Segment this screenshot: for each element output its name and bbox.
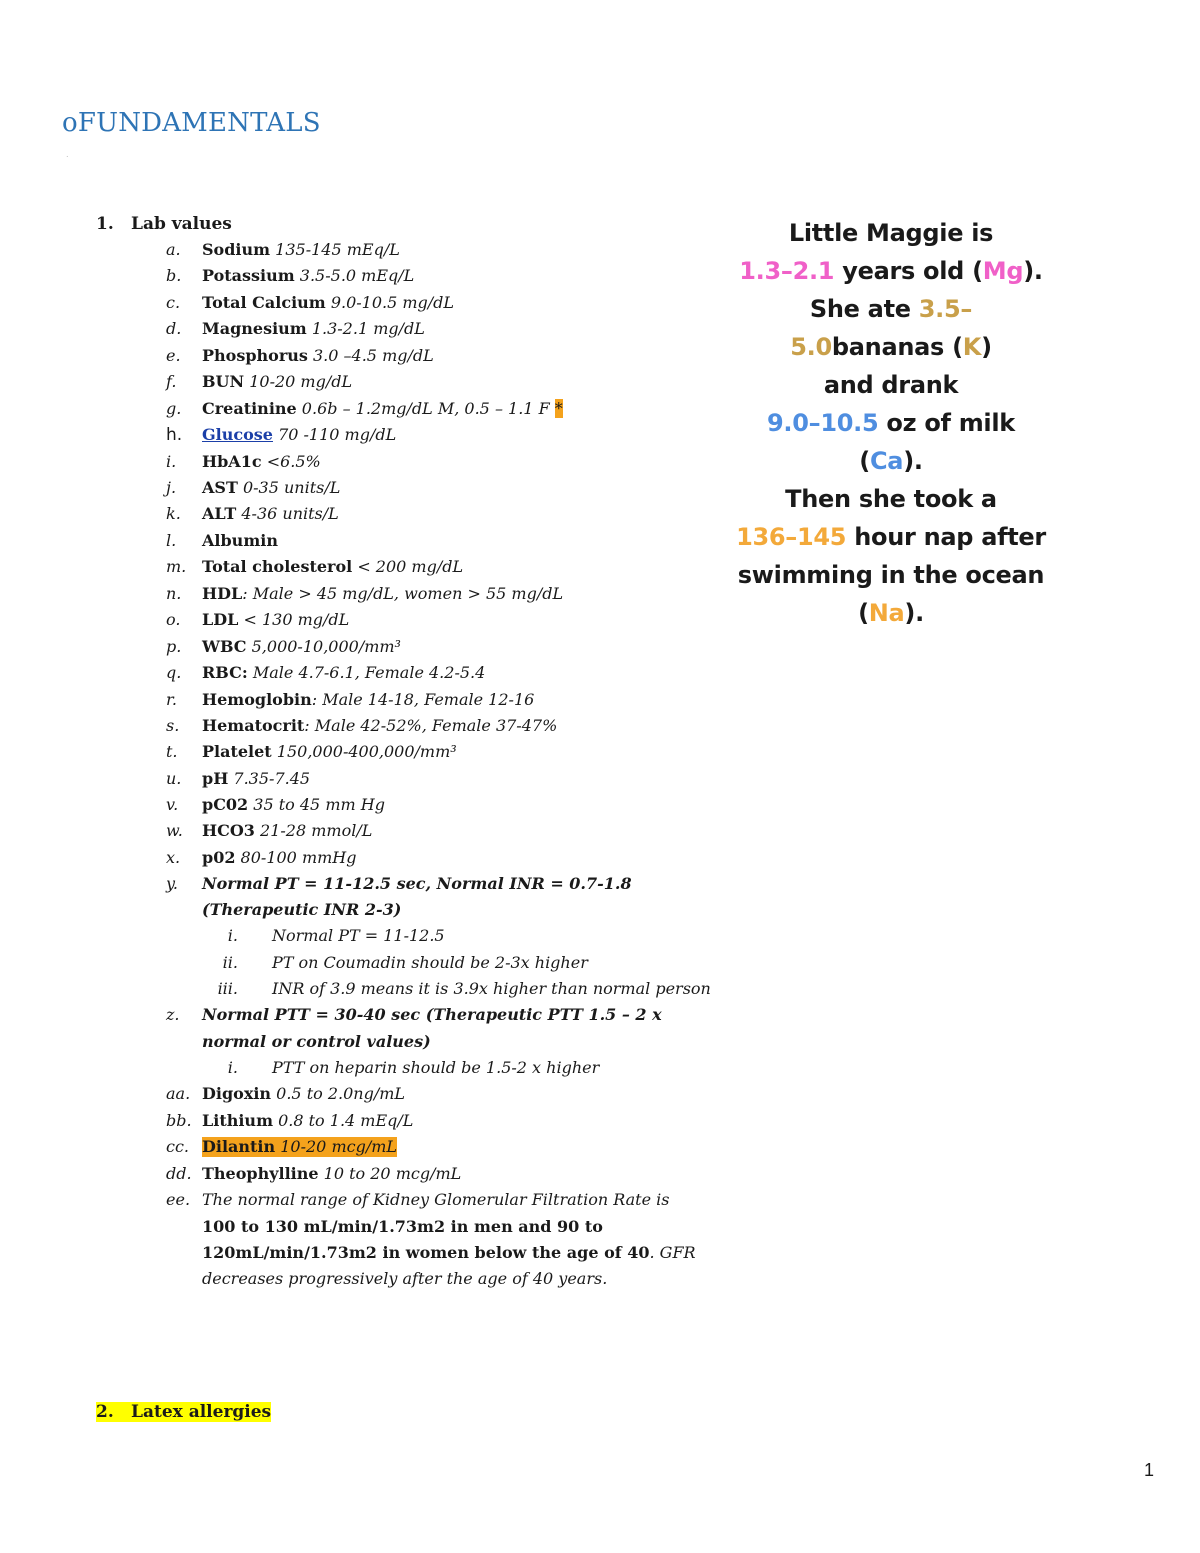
- list-marker: q.: [166, 663, 182, 682]
- list-item-text: [272, 953, 588, 973]
- mnemonic-line: Then she took a: [785, 485, 997, 513]
- lab-value: 10-20 mcg/mL: [280, 1137, 398, 1156]
- lab-value: 0.5 to 2.0ng/mL: [276, 1084, 406, 1103]
- mnemonic-number: 9.0–10.5: [767, 409, 879, 437]
- lab-name: Dilantin: [202, 1137, 276, 1156]
- lab-value: 3.5-5.0 mEq/L: [299, 266, 415, 285]
- list-marker: r.: [166, 690, 177, 709]
- mnemonic-line: [736, 252, 1046, 290]
- lab-name: Hemoglobin: [202, 690, 312, 709]
- mnemonic-text: bananas (: [831, 333, 963, 361]
- list-item-text: [202, 1269, 607, 1289]
- lab-name: pC02: [202, 795, 249, 814]
- lab-name: Lithium: [202, 1111, 273, 1130]
- mnemonic-symbol: Mg: [982, 257, 1024, 285]
- gfr-line-2: 100 to 130 mL/min/1.73m2 in men and 90 to: [202, 1217, 603, 1236]
- list-marker: x.: [166, 848, 181, 867]
- section-label: Latex allergies: [131, 1402, 272, 1422]
- list-marker: s.: [166, 716, 180, 735]
- list-item-text: [202, 848, 356, 868]
- lab-value: Male 4.7-6.1, Female 4.2-5.4: [252, 663, 486, 682]
- lab-value: 21-28 mmol/L: [260, 821, 373, 840]
- lab-value: 10-20 mg/dL: [249, 372, 353, 391]
- lab-name: p02: [202, 848, 236, 867]
- lab-name: BUN: [202, 372, 245, 391]
- list-marker: i.: [166, 452, 177, 471]
- list-marker: iii.: [217, 979, 238, 998]
- lab-name: HCO3: [202, 821, 255, 840]
- list-marker: w.: [166, 821, 183, 840]
- sub-item-text: PTT on heparin should be 1.5-2 x higher: [272, 1058, 600, 1077]
- list-item-text: [202, 425, 396, 445]
- list-item-text: [202, 531, 278, 551]
- list-item-text: [202, 1217, 603, 1237]
- mnemonic-symbol: Na: [868, 599, 905, 627]
- list-item-text: [202, 874, 632, 894]
- lab-name: Potassium: [202, 266, 295, 285]
- lab-name: Platelet: [202, 742, 272, 761]
- sub-item-text: PT on Coumadin should be 2-3x higher: [272, 953, 588, 972]
- list-item-text: [202, 1111, 413, 1131]
- list-item-text: [202, 1164, 461, 1184]
- pt-inr-line-1: Normal PT = 11-12.5 sec, Normal INR = 0.7-1.8: [202, 874, 632, 893]
- list-marker: y.: [166, 874, 178, 893]
- lab-name: Theophylline: [202, 1164, 319, 1183]
- list-item-text: [202, 1032, 431, 1052]
- list-item-text: [202, 319, 425, 339]
- list-marker: n.: [166, 584, 182, 603]
- mnemonic-text: oz of milk (: [859, 409, 1015, 475]
- list-item-text: [202, 452, 321, 472]
- list-marker: p.: [166, 637, 182, 656]
- lab-name: Total cholesterol: [202, 557, 353, 576]
- mnemonic-number: 136–145: [736, 523, 847, 551]
- list-item-text: [202, 900, 401, 920]
- list-item-text: [202, 716, 557, 736]
- list-marker: l.: [166, 531, 177, 550]
- lab-value: 5,000-10,000/mm³: [251, 637, 401, 656]
- list-marker: i.: [227, 926, 238, 945]
- list-item-text: [202, 637, 401, 657]
- list-item-text: [202, 821, 372, 841]
- mnemonic-line: and drank: [823, 371, 959, 399]
- list-item-text: [272, 979, 711, 999]
- list-item-text: [202, 795, 385, 815]
- list-item-text: [202, 478, 340, 498]
- list-marker: c.: [166, 293, 181, 312]
- electrolyte-mnemonic-image: [736, 214, 1046, 632]
- lab-name: Phosphorus: [202, 346, 308, 365]
- mnemonic-text: swimming in the ocean (: [737, 561, 1045, 627]
- section-heading-latex-allergies: [96, 1402, 271, 1422]
- sub-item-text: Normal PT = 11-12.5: [272, 926, 445, 945]
- lab-value: : Male > 45 mg/dL, women > 55 mg/dL: [242, 584, 564, 603]
- gfr-line-3-tail: . GFR: [649, 1243, 696, 1262]
- mnemonic-symbol: Ca: [869, 447, 904, 475]
- mnemonic-number: 3.5–5.0: [790, 295, 973, 361]
- lab-name: Total Calcium: [202, 293, 326, 312]
- pt-inr-line-2: (Therapeutic INR 2-3): [202, 900, 402, 919]
- lab-value: 0-35 units/L: [242, 478, 341, 497]
- lab-name: LDL: [202, 610, 239, 629]
- mnemonic-text: years old (: [834, 257, 983, 285]
- lab-name: Magnesium: [202, 319, 307, 338]
- lab-value: 70 -110 mg/dL: [278, 425, 397, 444]
- mnemonic-text: hour nap after: [846, 523, 1046, 551]
- list-marker: bb.: [166, 1111, 192, 1130]
- lab-name: HbA1c: [202, 452, 262, 471]
- gfr-line-1: The normal range of Kidney Glomerular Filtration Rate is: [202, 1190, 670, 1209]
- mnemonic-text: She ate: [809, 295, 919, 323]
- list-marker: e.: [166, 346, 181, 365]
- lab-value: 150,000-400,000/mm³: [276, 742, 457, 761]
- ptt-line-1: Normal PTT = 30-40 sec (Therapeutic PTT 1.5 – 2 x: [202, 1005, 662, 1024]
- mnemonic-text: ): [981, 333, 992, 361]
- lab-name: HDL: [202, 584, 243, 603]
- mnemonic-line: [736, 518, 1046, 556]
- list-item-text: [202, 240, 400, 260]
- list-item-text: [202, 1137, 397, 1157]
- lab-value: <6.5%: [266, 452, 321, 471]
- list-item-text: [202, 690, 534, 710]
- list-marker: a.: [166, 240, 181, 259]
- section-number: 1.: [96, 214, 114, 234]
- ptt-line-2: normal or control values): [202, 1032, 431, 1051]
- list-marker: aa.: [166, 1084, 191, 1103]
- list-item-text: [202, 346, 434, 366]
- list-marker: h.: [166, 425, 183, 445]
- section-number: 2.: [96, 1402, 131, 1422]
- lab-value: < 130 mg/dL: [243, 610, 350, 629]
- list-item-text: [202, 504, 339, 524]
- list-marker: o.: [166, 610, 181, 629]
- list-item-text: [202, 1243, 696, 1263]
- lab-name: Digoxin: [202, 1084, 272, 1103]
- lab-name: Albumin: [202, 531, 278, 550]
- list-item-text: [202, 584, 563, 604]
- lab-name: ALT: [202, 504, 237, 523]
- sub-item-text: INR of 3.9 means it is 3.9x higher than normal person: [272, 979, 711, 998]
- mnemonic-line: [736, 556, 1046, 632]
- list-item-text: [202, 293, 454, 313]
- lab-name: AST: [202, 478, 238, 497]
- mnemonic-line: Little Maggie is: [788, 219, 994, 247]
- section-label: Lab values: [131, 214, 232, 234]
- list-item-text: [202, 742, 457, 762]
- list-item-text: [272, 1058, 599, 1078]
- lab-value: 1.3-2.1 mg/dL: [311, 319, 425, 338]
- list-item-text: [272, 926, 445, 946]
- lab-value: : Male 42-52%, Female 37-47%: [304, 716, 558, 735]
- tiny-mark: .: [66, 150, 69, 159]
- mnemonic-text: ).: [904, 599, 924, 627]
- list-item-text: [202, 372, 352, 392]
- lab-name: RBC:: [202, 663, 248, 682]
- lab-value: 7.35-7.45: [233, 769, 311, 788]
- lab-value: < 200 mg/dL: [357, 557, 464, 576]
- list-marker: u.: [166, 769, 182, 788]
- list-item-text: [202, 769, 310, 789]
- lab-value: 0.8 to 1.4 mEq/L: [278, 1111, 414, 1130]
- list-marker: ii.: [222, 953, 238, 972]
- mnemonic-text: ).: [1023, 257, 1043, 285]
- lab-name: WBC: [202, 637, 247, 656]
- list-item-text: [202, 1005, 662, 1025]
- list-item-text: [202, 557, 463, 577]
- mnemonic-number: 1.3–2.1: [739, 257, 835, 285]
- page-number: 1: [1143, 1460, 1154, 1480]
- list-marker: dd.: [166, 1164, 192, 1183]
- list-marker: b.: [166, 266, 182, 285]
- lab-name: Hematocrit: [202, 716, 305, 735]
- list-marker: j.: [166, 478, 177, 497]
- lab-value: 4-36 units/L: [241, 504, 339, 523]
- glucose-link[interactable]: Glucose: [202, 425, 273, 444]
- lab-value: 9.0-10.5 mg/dL: [330, 293, 455, 312]
- lab-name: Creatinine: [202, 399, 297, 418]
- lab-value: 0.6b – 1.2mg/dL M, 0.5 – 1.1 F: [301, 399, 550, 418]
- list-item-text: [202, 610, 349, 630]
- lab-name: Sodium: [202, 240, 271, 259]
- mnemonic-symbol: K: [962, 333, 982, 361]
- list-item-text: [202, 1190, 669, 1210]
- lab-value: : Male 14-18, Female 12-16: [311, 690, 535, 709]
- list-item-text: [202, 266, 414, 286]
- lab-value: 10 to 20 mcg/mL: [323, 1164, 462, 1183]
- lab-value: 80-100 mmHg: [240, 848, 357, 867]
- list-marker: d.: [166, 319, 182, 338]
- list-marker: z.: [166, 1005, 180, 1024]
- list-item-text: [202, 399, 563, 419]
- list-marker: i.: [227, 1058, 238, 1077]
- list-item-text: [202, 1084, 405, 1104]
- list-marker: v.: [166, 795, 179, 814]
- highlight-star: *: [554, 399, 563, 418]
- gfr-line-4: decreases progressively after the age of 40 years.: [202, 1269, 608, 1288]
- document-title: oFUNDAMENTALS: [62, 108, 321, 138]
- lab-value: 35 to 45 mm Hg: [253, 795, 385, 814]
- lab-value: 135-145 mEq/L: [275, 240, 400, 259]
- list-marker: k.: [166, 504, 181, 523]
- list-marker: ee.: [166, 1190, 191, 1209]
- list-marker: g.: [166, 399, 182, 418]
- list-marker: f.: [166, 372, 177, 391]
- lab-name: pH: [202, 769, 229, 788]
- section-heading-lab-values: [96, 214, 232, 234]
- mnemonic-line: [736, 404, 1046, 480]
- mnemonic-line: [736, 290, 1046, 366]
- gfr-line-3: 120mL/min/1.73m2 in women below the age of 40: [202, 1243, 650, 1262]
- list-item-text: [202, 663, 485, 683]
- list-marker: cc.: [166, 1137, 190, 1156]
- lab-value: 3.0 –4.5 mg/dL: [313, 346, 434, 365]
- list-marker: m.: [166, 557, 187, 576]
- mnemonic-text: ).: [903, 447, 923, 475]
- list-marker: t.: [166, 742, 178, 761]
